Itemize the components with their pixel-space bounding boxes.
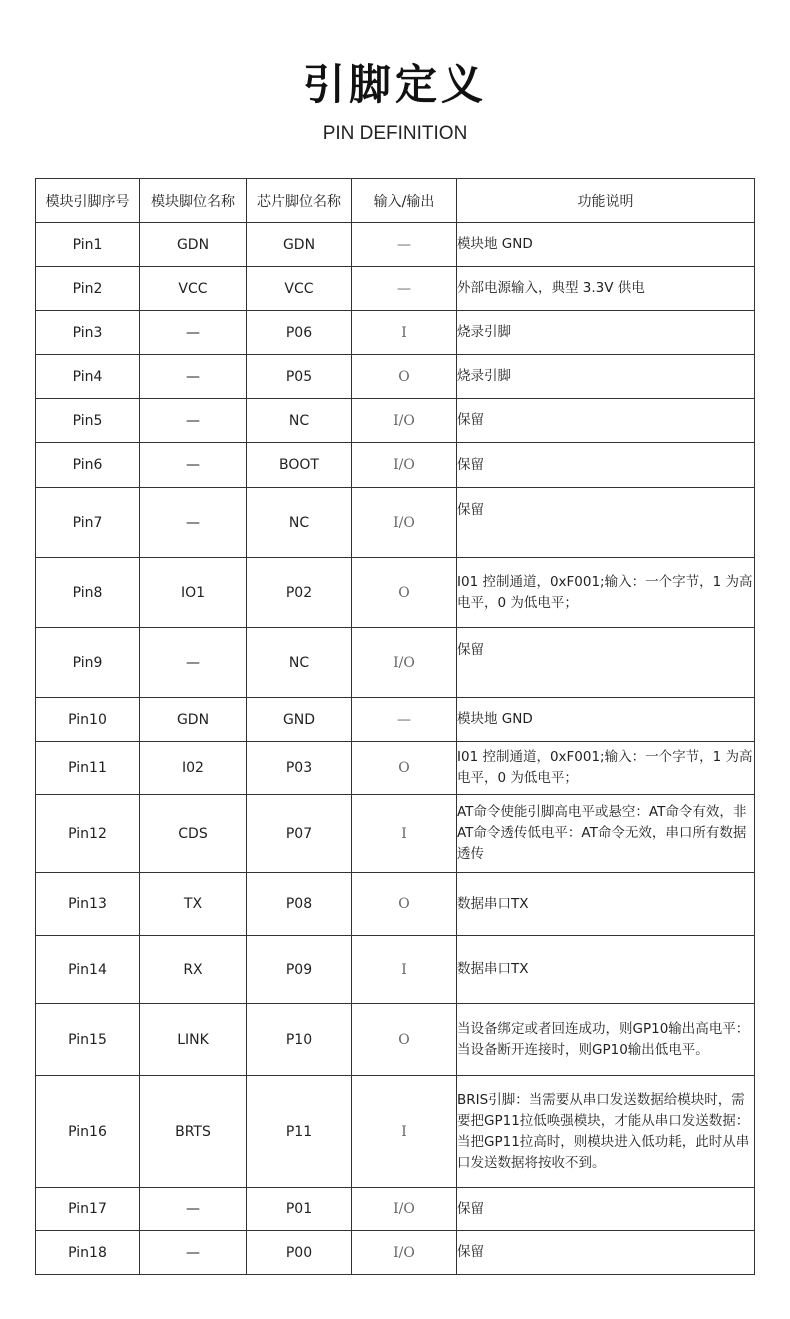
cell-desc: 外部电源输入，典型 3.3V 供电	[457, 267, 755, 311]
cell-io: —	[352, 223, 457, 267]
cell-chip-pin: BOOT	[247, 443, 352, 488]
cell-chip-pin: P06	[247, 311, 352, 355]
header-module-pin-name: 模块脚位名称	[140, 179, 247, 223]
cell-desc: 数据串口TX	[457, 873, 755, 936]
cell-io: I/O	[352, 399, 457, 443]
cell-io: I	[352, 936, 457, 1004]
cell-pin: Pin8	[36, 558, 140, 628]
cell-module-pin: BRTS	[140, 1076, 247, 1188]
cell-io: —	[352, 267, 457, 311]
cell-chip-pin: P00	[247, 1231, 352, 1275]
table-row	[36, 698, 755, 742]
cell-io: O	[352, 1004, 457, 1076]
cell-io: I/O	[352, 628, 457, 698]
table-row	[36, 267, 755, 311]
cell-io: O	[352, 558, 457, 628]
cell-desc: 当设备绑定或者回连成功，则GP10输出高电平：当设备断开连接时，则GP10输出低电平。	[457, 1004, 755, 1076]
cell-pin: Pin1	[36, 223, 140, 267]
table-row	[36, 399, 755, 443]
cell-io: O	[352, 873, 457, 936]
header-function: 功能说明	[457, 179, 755, 223]
cell-desc: 模块地 GND	[457, 223, 755, 267]
cell-pin: Pin11	[36, 742, 140, 795]
cell-chip-pin: P01	[247, 1188, 352, 1231]
cell-desc: 保留	[457, 443, 755, 488]
cell-pin: Pin3	[36, 311, 140, 355]
header-chip-pin-name: 芯片脚位名称	[247, 179, 352, 223]
cell-module-pin: TX	[140, 873, 247, 936]
cell-io: I	[352, 795, 457, 873]
table-row	[36, 873, 755, 936]
cell-chip-pin: P09	[247, 936, 352, 1004]
cell-chip-pin: P11	[247, 1076, 352, 1188]
cell-chip-pin: GDN	[247, 223, 352, 267]
table-row	[36, 1004, 755, 1076]
cell-io: I/O	[352, 1231, 457, 1275]
cell-pin: Pin18	[36, 1231, 140, 1275]
cell-desc: AT命令使能引脚高电平或悬空：AT命令有效，非AT命令透传低电平：AT命令无效，串口所有数据透传	[457, 795, 755, 873]
cell-module-pin: —	[140, 399, 247, 443]
cell-io: I	[352, 311, 457, 355]
cell-chip-pin: NC	[247, 399, 352, 443]
header-io: 输入/输出	[352, 179, 457, 223]
page-subtitle: PIN DEFINITION	[322, 123, 468, 144]
cell-pin: Pin15	[36, 1004, 140, 1076]
cell-pin: Pin5	[36, 399, 140, 443]
cell-module-pin: RX	[140, 936, 247, 1004]
cell-io: I	[352, 1076, 457, 1188]
cell-desc: 保留	[457, 1231, 755, 1275]
table-row	[36, 628, 755, 698]
cell-pin: Pin12	[36, 795, 140, 873]
cell-desc: BRIS引脚：当需要从串口发送数据给模块时，需要把GP11拉低唤强模块，才能从串口发送数据：当把GP11拉高时，则模块进入低功耗，此时从串口发送数据将按收不到。	[457, 1076, 755, 1188]
pin-definition-table	[35, 178, 755, 1275]
cell-pin: Pin6	[36, 443, 140, 488]
table-header-row	[36, 179, 755, 223]
cell-chip-pin: P07	[247, 795, 352, 873]
cell-pin: Pin7	[36, 488, 140, 558]
cell-pin: Pin4	[36, 355, 140, 399]
table-row	[36, 742, 755, 795]
cell-module-pin: —	[140, 488, 247, 558]
cell-module-pin: —	[140, 443, 247, 488]
cell-desc: 烧录引脚	[457, 355, 755, 399]
cell-module-pin: —	[140, 1188, 247, 1231]
cell-module-pin: —	[140, 628, 247, 698]
cell-pin: Pin17	[36, 1188, 140, 1231]
table-row	[36, 558, 755, 628]
cell-desc: 模块地 GND	[457, 698, 755, 742]
cell-module-pin: GDN	[140, 698, 247, 742]
cell-chip-pin: P08	[247, 873, 352, 936]
table-row	[36, 311, 755, 355]
cell-chip-pin: P05	[247, 355, 352, 399]
cell-desc: 保留	[457, 1188, 755, 1231]
table-row	[36, 355, 755, 399]
cell-desc: 保留	[457, 488, 755, 558]
cell-pin: Pin2	[36, 267, 140, 311]
cell-module-pin: —	[140, 311, 247, 355]
table-row	[36, 1076, 755, 1188]
cell-io: I/O	[352, 1188, 457, 1231]
cell-chip-pin: GND	[247, 698, 352, 742]
cell-io: O	[352, 742, 457, 795]
page-title: 引脚定义	[302, 60, 487, 109]
table-row	[36, 488, 755, 558]
cell-desc: 数据串口TX	[457, 936, 755, 1004]
cell-io: —	[352, 698, 457, 742]
table-row	[36, 795, 755, 873]
cell-io: I/O	[352, 443, 457, 488]
cell-desc: 保留	[457, 399, 755, 443]
cell-chip-pin: NC	[247, 628, 352, 698]
cell-desc: I01 控制通道，0xF001;输入：一个字节，1 为高电平，0 为低电平；	[457, 742, 755, 795]
cell-pin: Pin16	[36, 1076, 140, 1188]
cell-pin: Pin13	[36, 873, 140, 936]
cell-module-pin: GDN	[140, 223, 247, 267]
cell-chip-pin: P10	[247, 1004, 352, 1076]
cell-pin: Pin10	[36, 698, 140, 742]
table-row	[36, 223, 755, 267]
cell-desc: I01 控制通道，0xF001;输入：一个字节，1 为高电平，0 为低电平；	[457, 558, 755, 628]
cell-chip-pin: VCC	[247, 267, 352, 311]
cell-desc: 烧录引脚	[457, 311, 755, 355]
cell-pin: Pin9	[36, 628, 140, 698]
cell-chip-pin: P03	[247, 742, 352, 795]
cell-module-pin: —	[140, 355, 247, 399]
cell-module-pin: —	[140, 1231, 247, 1275]
table-row	[36, 443, 755, 488]
cell-module-pin: VCC	[140, 267, 247, 311]
cell-io: I/O	[352, 488, 457, 558]
cell-module-pin: IO1	[140, 558, 247, 628]
cell-desc: 保留	[457, 628, 755, 698]
cell-io: O	[352, 355, 457, 399]
table-row	[36, 1231, 755, 1275]
cell-module-pin: I02	[140, 742, 247, 795]
cell-module-pin: LINK	[140, 1004, 247, 1076]
cell-chip-pin: NC	[247, 488, 352, 558]
table-row	[36, 1188, 755, 1231]
cell-pin: Pin14	[36, 936, 140, 1004]
header-module-pin-no: 模块引脚序号	[36, 179, 140, 223]
table-row	[36, 936, 755, 1004]
cell-chip-pin: P02	[247, 558, 352, 628]
cell-module-pin: CDS	[140, 795, 247, 873]
